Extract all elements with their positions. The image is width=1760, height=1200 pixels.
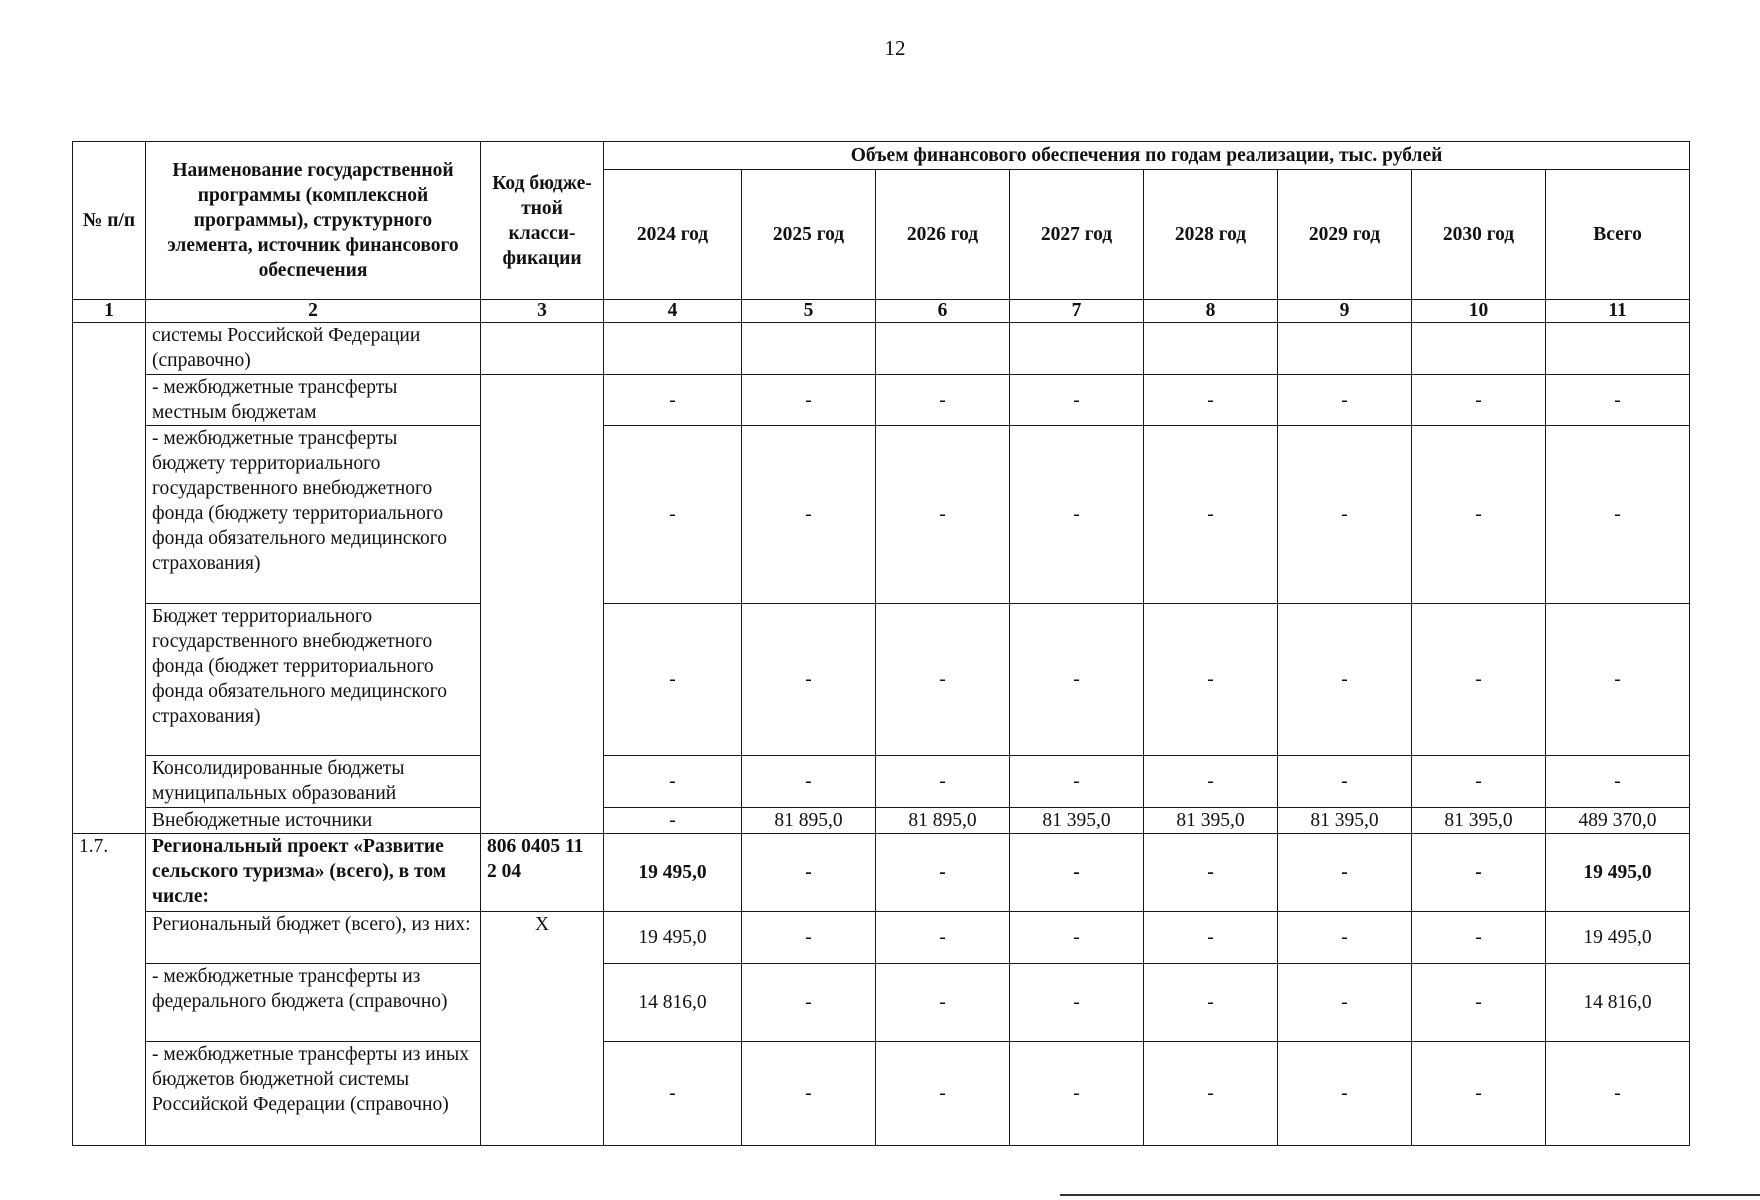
row-name: Внебюджетные источники [146,808,481,834]
header-year: 2028 год [1144,170,1278,300]
value-cell: 81 395,0 [1412,808,1546,834]
header-year: 2029 год [1278,170,1412,300]
value-cell: - [876,1042,1010,1146]
column-number: 5 [742,300,876,323]
row-name: - межбюджетные трансферты бюджету территориального государственного внебюджетного фонда (бюджету территориального фонда обязательного медицинского страхования) [146,426,481,604]
value-cell: - [742,964,876,1042]
value-cell [1010,323,1144,375]
column-number: 4 [604,300,742,323]
table-row [73,323,1690,375]
value-cell: - [604,426,742,604]
value-cell: - [742,756,876,808]
value-cell: - [604,604,742,756]
row-code: 806 0405 11 2 04 [481,834,604,912]
table-row [73,834,1690,912]
value-cell: - [1010,604,1144,756]
value-cell: - [876,426,1010,604]
row-name: Бюджет территориального государственного внебюджетного фонда (бюджет территориального фонда обязательного медицинского страхования) [146,604,481,756]
value-cell: - [1010,756,1144,808]
table-row [73,808,1690,834]
header-year: 2025 год [742,170,876,300]
row-name: - межбюджетные трансферты из федерального бюджета (справочно) [146,964,481,1042]
value-cell: - [876,375,1010,426]
value-cell: - [604,1042,742,1146]
value-cell: 489 370,0 [1546,808,1690,834]
row-code [481,323,604,375]
value-cell: - [1412,834,1546,912]
value-cell: - [1412,604,1546,756]
row-code [481,375,604,834]
value-cell: - [1278,912,1412,964]
column-number: 7 [1010,300,1144,323]
value-cell: 19 495,0 [1546,834,1690,912]
column-number: 11 [1546,300,1690,323]
row-name: - межбюджетные трансферты местным бюджетам [146,375,481,426]
value-cell: - [1546,756,1690,808]
value-cell: - [1278,375,1412,426]
row-index: 1.7. [73,834,146,1146]
table-row [73,756,1690,808]
value-cell: 19 495,0 [604,834,742,912]
value-cell: - [1144,964,1278,1042]
value-cell: 81 395,0 [1144,808,1278,834]
value-cell: - [876,834,1010,912]
value-cell: - [876,756,1010,808]
row-name: системы Российской Федерации (справочно) [146,323,481,375]
value-cell: - [1546,1042,1690,1146]
column-number: 3 [481,300,604,323]
value-cell: - [1546,375,1690,426]
value-cell: - [1546,426,1690,604]
value-cell: - [1144,604,1278,756]
value-cell: - [1412,756,1546,808]
value-cell: - [1010,1042,1144,1146]
value-cell: - [1278,1042,1412,1146]
value-cell: - [1010,912,1144,964]
value-cell: - [604,756,742,808]
header-year: 2024 год [604,170,742,300]
page-number: 12 [884,36,906,60]
value-cell: - [876,604,1010,756]
value-cell: 81 395,0 [1278,808,1412,834]
row-name: Региональный бюджет (всего), из них: [146,912,481,964]
header-total: Всего [1546,170,1690,300]
row-name: Консолидированные бюджеты муниципальных образований [146,756,481,808]
table-row [73,604,1690,756]
column-number: 9 [1278,300,1412,323]
row-name: - межбюджетные трансферты из иных бюджетов бюджетной системы Российской Федерации (справочно) [146,1042,481,1146]
value-cell: - [1144,912,1278,964]
value-cell: - [876,964,1010,1042]
header-year: 2027 год [1010,170,1144,300]
value-cell [876,323,1010,375]
column-number: 8 [1144,300,1278,323]
table-row [73,964,1690,1042]
header-financing-group: Объем финансового обеспечения по годам реализации, тыс. рублей [604,142,1690,170]
value-cell: 81 895,0 [876,808,1010,834]
value-cell: - [876,912,1010,964]
value-cell: - [742,1042,876,1146]
header-no: № п/п [73,142,146,300]
value-cell: - [1010,964,1144,1042]
value-cell: - [1010,834,1144,912]
value-cell: - [1144,834,1278,912]
value-cell [742,323,876,375]
value-cell: - [604,808,742,834]
value-cell: - [1144,1042,1278,1146]
row-code: X [481,912,604,1146]
table-row [73,426,1690,604]
value-cell: - [1412,426,1546,604]
value-cell: - [1278,964,1412,1042]
value-cell: 14 816,0 [1546,964,1690,1042]
row-index-cell [73,323,146,834]
value-cell: - [1278,834,1412,912]
value-cell: - [1412,375,1546,426]
value-cell [1278,323,1412,375]
value-cell: 81 395,0 [1010,808,1144,834]
value-cell [604,323,742,375]
column-number: 1 [73,300,146,323]
column-number: 2 [146,300,481,323]
value-cell: - [1144,426,1278,604]
value-cell: - [1278,426,1412,604]
header-year: 2026 год [876,170,1010,300]
value-cell: - [1144,756,1278,808]
value-cell: 19 495,0 [604,912,742,964]
value-cell: - [1010,426,1144,604]
value-cell: 81 895,0 [742,808,876,834]
value-cell: - [1412,1042,1546,1146]
value-cell: - [1412,964,1546,1042]
header-code: Код бюдже-тной класси-фикации [481,142,604,300]
value-cell [1144,323,1278,375]
value-cell: 19 495,0 [1546,912,1690,964]
value-cell: - [742,912,876,964]
value-cell [1412,323,1546,375]
value-cell: - [742,604,876,756]
column-number: 6 [876,300,1010,323]
value-cell [1546,323,1690,375]
table-row [73,912,1690,964]
row-name: Региональный проект «Развитие сельского туризма» (всего), в том числе: [146,834,481,912]
value-cell: - [1010,375,1144,426]
header-year: 2030 год [1412,170,1546,300]
value-cell: - [604,375,742,426]
table-row [73,375,1690,426]
value-cell: - [1412,912,1546,964]
budget-table [72,141,1690,1146]
value-cell: - [742,834,876,912]
value-cell: - [742,375,876,426]
table-row [73,1042,1690,1146]
value-cell: - [1144,375,1278,426]
footer-divider [1060,1194,1760,1196]
value-cell: - [1278,604,1412,756]
value-cell: 14 816,0 [604,964,742,1042]
header-name: Наименование государственной программы (комплексной программы), структурного элемента, источник финансового обеспечения [146,142,481,300]
value-cell: - [1278,756,1412,808]
column-number: 10 [1412,300,1546,323]
value-cell: - [742,426,876,604]
value-cell: - [1546,604,1690,756]
